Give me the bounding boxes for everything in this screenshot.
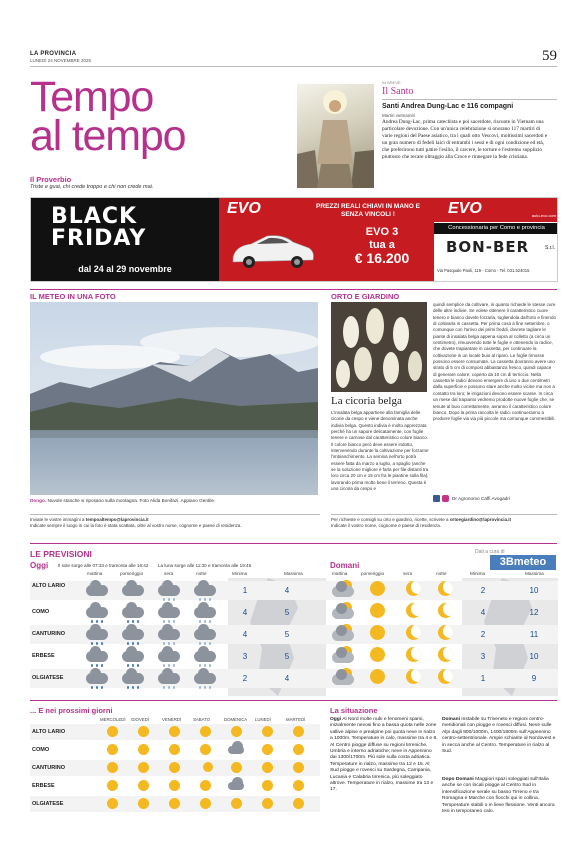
day-header-0: MERCOLEDÌ	[100, 717, 126, 722]
facebook-icon[interactable]	[433, 495, 440, 502]
prossimi-row-label: OLGIATESE	[32, 801, 64, 807]
min-temp: 1	[242, 586, 248, 595]
max-temp: 11	[529, 630, 539, 639]
moon-icon	[438, 581, 453, 596]
prossimi-row-label: COMO	[32, 747, 50, 753]
prossimi-divider	[30, 700, 557, 701]
sun-icon	[200, 726, 211, 737]
rain-drop-icon	[204, 642, 206, 645]
publication-name: LA PROVINCIA	[30, 51, 77, 57]
photo-invite	[30, 517, 320, 529]
sun-icon	[231, 762, 242, 773]
orto-title: ORTO E GIARDINO	[331, 292, 400, 301]
sit-oggi-label: Oggi	[330, 717, 342, 722]
prossimi-grid	[30, 724, 320, 816]
rain-drop-icon	[173, 598, 175, 601]
lake-photo	[30, 302, 318, 495]
rain-cloud-icon	[158, 629, 180, 640]
max-temp: 5	[284, 630, 290, 639]
sun-icon	[293, 762, 304, 773]
santo-subtitle: Martiri vietnamiti	[382, 113, 415, 118]
rain-drop-icon	[91, 664, 93, 667]
sun-icon	[169, 744, 180, 755]
cloud-icon	[228, 746, 244, 754]
sun-icon	[169, 780, 180, 791]
sun-icon	[262, 780, 273, 791]
caption-text: Nuvole stanche si riposano sulla montagna. Foto Alida Bonifazi, Appiano Gentile.	[47, 498, 216, 503]
rain-cloud-icon	[194, 607, 216, 618]
santo-tag: IN BREVE	[382, 80, 401, 85]
max-temp: 12	[529, 608, 539, 617]
col-pomeriggio: pomeriggio	[361, 571, 385, 576]
rain-drop-icon	[204, 664, 206, 667]
rain-cloud-icon	[194, 673, 216, 684]
rain-drop-icon	[173, 664, 175, 667]
rain-drop-icon	[101, 642, 103, 645]
evo-price: € 16.200	[354, 250, 410, 266]
sun-icon	[293, 780, 304, 791]
evo-offer	[339, 226, 425, 265]
rain-drop-icon	[168, 664, 170, 667]
min-temp: 3	[480, 652, 486, 661]
sit-domani-text: Instabile su Triveneto e regioni centro-meridionali con piogge e rovesci diffusi. Neve sulle Alpi dagli 800/1000m, 1400/1800m sull'Appennino centro-settentrionale. Ampie schiarite al Nordovest e in secca anche al Centro. Temperature in rialzo al Sud.	[442, 717, 556, 755]
cloud-icon	[228, 782, 244, 790]
santo-image	[297, 84, 374, 188]
evo-url: auto-evo.com	[531, 213, 556, 218]
sun-icon	[370, 669, 385, 684]
section-divider	[30, 289, 557, 290]
evo-logo-right: EVO	[434, 198, 558, 222]
rain-drop-icon	[127, 686, 129, 689]
col-sera: sera	[403, 571, 413, 576]
rain-drop-icon	[209, 664, 211, 667]
caption-place: Dongo.	[30, 498, 47, 503]
max-temp: 10	[529, 586, 539, 595]
evo-model: EVO 3	[365, 226, 399, 238]
meteo-credit: Dati a cura di	[475, 549, 505, 555]
day-header-1: GIOVEDÌ	[131, 717, 149, 722]
bf-word-1: BLACK	[51, 204, 138, 229]
moon-icon	[438, 669, 453, 684]
photo-caption	[30, 498, 320, 503]
cicoria-text-col2: quindi semplice da coltivare, in quanto richiede le stesse cure delle altre indivie. Se volete ottenere il caratteristico cuore tenero e bianco dovete forzarla, togliendola dall'orto e finendo di coltivarla in cassetta. Per prima cosa a fine settembre, o comunque con l'arrivo dei primi freddi, dovrete tagliare le piante di insalata belga appena sopra al colletto (a circa un centimetro), rimuovendo tutte le foglie e ottenendo la radice, che dovete trapiantare in cassetta, per continuare la coltivazione in un locale buio al riparo. Le foglie rimosse possono essere consumate. La cassetta dovranno avere uno strato di 5 cm di compost abbastanza fresco, quindi capace di generare calore, coperto da 10 cm di terriccio. Nella cassetta le radici devono emergere di uno o due centimetri dalla superficie e possono stare anche molto vicine ma non a contatto tra loro; le irrigazioni devono essere scarse. In circa un mese dal trapianto vedremo prodotte nuove foglie che, se tenute al buio correttamente, avranno il caratteristico colore bianco. Dopo la prima raccolta le radici continueranno a produrre foglie via via più piccole ma comunque commestibili.	[433, 302, 556, 422]
cicoria-title: La cicoria belga	[331, 395, 402, 407]
rain-drop-icon	[101, 664, 103, 667]
rain-cloud-icon	[122, 673, 144, 684]
cloud-icon	[86, 585, 108, 596]
rain-drop-icon	[137, 620, 139, 623]
sun-info: Il sole sorge alle 07:33 e tramonta alle 16:42	[58, 563, 149, 568]
invite-text-2: Indicate sempre il luogo in cui la foto è stata scattata, oltre al vostro nome, cognome e paese di residenza.	[30, 523, 242, 528]
day-header-4: DOMENICA	[224, 717, 248, 722]
evo-promo-panel	[219, 198, 434, 282]
row-label-como: COMO	[32, 609, 50, 615]
dealer-line: Concessionaria per Como e provincia	[434, 223, 558, 234]
rain-drop-icon	[96, 664, 98, 667]
rain-drop-icon	[168, 598, 170, 601]
situazione-domani	[442, 717, 558, 755]
row-label-olgiatese: OLGIATESE	[32, 675, 64, 681]
oggi-label: Oggi	[30, 561, 49, 570]
dealer-logo: BON-BER	[446, 238, 530, 256]
sun-icon	[262, 762, 273, 773]
col-massima: Massima	[525, 571, 544, 576]
min-temp: 4	[242, 608, 248, 617]
rain-cloud-icon	[86, 673, 108, 684]
sit-oggi-text: Al Nord molte nubi e fenomeni sparsi, inizialmente nevosi fino a bassa quota nelle zone vallive alpine e prealpine poi quota neve in rialzo a 1000m. Temperature in calo, massime tra 4 e 8. Al Centro piogge diffuse su regioni tirreniche, Umbria e interno adriatiche; neve in Appennino dai 1300/1700m. Più sole sulla costa adriatica. Temperature in rialzo, massime tra 12 e 15. Al Sud piogge e rovesci su Sardegna, Campania, Lucania e Calabria tirrenica, più soleggiato altrove. Temperature in rialzo, massime tra 13 e 17.	[330, 717, 438, 793]
sun-icon	[138, 780, 149, 791]
partly-cloudy-icon	[332, 674, 354, 685]
evo-promo-text: PREZZI REALI CHIAVI IN MANO E SENZA VINCOLI !	[316, 203, 420, 218]
sun-icon	[293, 798, 304, 809]
min-temp: 3	[242, 652, 248, 661]
sun-icon	[200, 798, 211, 809]
col-massima: Massima	[284, 571, 303, 576]
dealer-srl: S.r.l.	[544, 245, 555, 251]
moon-icon	[406, 647, 421, 662]
partly-cloudy-icon	[332, 652, 354, 663]
col-pomeriggio: pomeriggio	[120, 571, 144, 576]
proverbio-title: Il Proverbio	[30, 175, 72, 184]
rain-drop-icon	[91, 620, 93, 623]
rain-drop-icon	[163, 620, 165, 623]
page-number: 59	[542, 48, 557, 64]
rain-drop-icon	[132, 664, 134, 667]
rain-drop-icon	[163, 642, 165, 645]
rain-drop-icon	[199, 620, 201, 623]
bf-word-2: FRIDAY	[51, 226, 147, 251]
day-header-2: VENERDÌ	[162, 717, 182, 722]
rain-drop-icon	[127, 664, 129, 667]
rain-drop-icon	[209, 642, 211, 645]
dealer-panel	[434, 198, 558, 282]
moon-icon	[438, 647, 453, 662]
sun-icon	[231, 798, 242, 809]
rain-drop-icon	[96, 620, 98, 623]
min-temp: 2	[480, 586, 486, 595]
max-temp: 4	[284, 586, 290, 595]
rain-drop-icon	[168, 686, 170, 689]
col-minima: Minima	[232, 571, 248, 576]
min-temp: 2	[480, 630, 486, 639]
sun-icon	[107, 780, 118, 791]
sun-icon	[262, 798, 273, 809]
sun-icon	[370, 625, 385, 640]
sun-icon	[169, 762, 180, 773]
sun-icon	[262, 726, 273, 737]
rain-drop-icon	[137, 686, 139, 689]
rain-drop-icon	[91, 686, 93, 689]
sun-icon	[169, 798, 180, 809]
rain-cloud-icon	[86, 607, 108, 618]
rain-drop-icon	[96, 642, 98, 645]
rain-cloud-icon	[194, 585, 216, 596]
col-notte: notte	[436, 571, 447, 576]
rain-drop-icon	[127, 642, 129, 645]
rain-cloud-icon	[158, 607, 180, 618]
invite-text: Inviate le vostre immagini a	[30, 517, 86, 522]
min-temp: 1	[480, 674, 486, 683]
rain-drop-icon	[204, 686, 206, 689]
col-notte: notte	[196, 571, 207, 576]
sun-icon	[107, 744, 118, 755]
rain-drop-icon	[209, 598, 211, 601]
rain-cloud-icon	[86, 629, 108, 640]
day-header-5: LUNEDÌ	[255, 717, 271, 722]
title-line-2: al tempo	[30, 112, 186, 160]
3bmeteo-logo: 3Bmeteo	[490, 555, 556, 570]
sun-icon	[262, 744, 273, 755]
orto-email-link[interactable]: ortoegiardino@laprovincia.it	[449, 517, 511, 522]
rain-cloud-icon	[194, 651, 216, 662]
cloud-icon	[122, 585, 144, 596]
max-temp: 5	[284, 608, 290, 617]
header-divider	[30, 66, 557, 67]
cicoria-image	[331, 302, 427, 392]
moon-icon	[406, 603, 421, 618]
moon-icon	[438, 625, 453, 640]
dealer-address: Via Pasquale Paoli, 119 - Como - Tel. 031.524015	[437, 268, 530, 273]
sun-icon	[370, 647, 385, 662]
santo-body: Andrea Dung-Lac, prima catechista e poi sacerdote, riscuote in Vietnam una particolare devozione. Con un'unica celebrazione si onorano 117 martiri di varie regioni del Paese asiatico, tra i quali otto Vescovi, moltissimi sacerdoti e un gran numero di fedeli laici di entrambi i sessi e di ogni condizione ed età, che preferirono tutti patire l'esilio, il carcere, le torture e l'estremo supplizio piuttosto che recare oltraggio alla Croce e rinnegare la fede cristiana.	[382, 119, 548, 160]
orto-invite-text-2: Indicate il vostro nome, cognome e paese di residenza.	[331, 523, 442, 528]
sun-icon	[370, 603, 385, 618]
min-temp: 2	[242, 674, 248, 683]
santo-headline: Santi Andrea Dung-Lac e 116 compagni	[382, 103, 514, 110]
rain-drop-icon	[163, 686, 165, 689]
rain-cloud-icon	[158, 673, 180, 684]
previsioni-title: LE PREVISIONI	[30, 549, 92, 559]
prossimi-row-label: CANTURINO	[32, 765, 65, 771]
rain-drop-icon	[163, 664, 165, 667]
santo-section-title: Il Santo	[382, 86, 414, 97]
sun-icon	[138, 798, 149, 809]
min-temp: 4	[242, 630, 248, 639]
partly-cloudy-icon	[332, 608, 354, 619]
orto-invite-text: Per richieste e consigli su orto e giardino, ricette, scrivete a	[331, 517, 450, 522]
cicoria-text-col1: L'insalata belga appartiene alla famiglia delle cicorie da cespo e viene denominata anche indivia belga. Questo indivia è molto apprezzata perché ha un sapore delicatamente, con foglie tenere e carnose dal caratteristico colore bianco. Il colore bianco però deve essere indotto, intervenendo durante la coltivazione per forzarne l'imbianchimento. La semina nell'orto potrà essere fatta da marzo a luglio, a spaglio (anche se la soluzione migliore è farla per file distanti tra loro circa 20 cm e 15 cm fra le piantine sulla fila), lavorando prima molto bene il terreno. Questa è una cicoria da cespo e	[331, 410, 429, 492]
rain-drop-icon	[132, 686, 134, 689]
col-sera: sera	[164, 571, 174, 576]
black-friday-panel	[31, 198, 219, 282]
rain-drop-icon	[132, 620, 134, 623]
sit-dopo-text: Maggiori spazi soleggiati sull'Italia anche se con locali piogge al Centro Sud in intensificazione serale su basso Tirreno e tra Romagna e Marche con fiocchi qui in collina. Temperature stabili o in lieve flessione. Venti ancora tesi in temporaneo calo.	[442, 777, 555, 815]
meteo-foto-title: IL METEO IN UNA FOTO	[30, 292, 116, 301]
row-label-canturino: CANTURINO	[32, 631, 65, 637]
partly-cloudy-icon	[332, 586, 354, 597]
previsioni-divider	[30, 543, 557, 544]
day-header-6: MARTEDÌ	[286, 717, 306, 722]
caption-divider	[30, 514, 320, 515]
sun-icon	[370, 581, 385, 596]
title-line-1: Tempo	[30, 73, 154, 121]
rain-cloud-icon	[122, 651, 144, 662]
santo-divider	[382, 99, 557, 100]
rain-drop-icon	[132, 642, 134, 645]
sun-icon	[293, 726, 304, 737]
rain-drop-icon	[199, 642, 201, 645]
publication-date: LUNEDÌ 24 NOVEMBRE 2025	[30, 58, 92, 63]
rain-drop-icon	[101, 686, 103, 689]
rain-drop-icon	[168, 620, 170, 623]
sun-icon	[203, 762, 213, 772]
domani-label: Domani	[330, 561, 360, 570]
orto-divider	[331, 514, 557, 515]
sun-icon	[169, 726, 180, 737]
moon-icon	[406, 669, 421, 684]
evo-tua: tua a	[369, 239, 395, 251]
rain-drop-icon	[127, 620, 129, 623]
instagram-icon[interactable]	[442, 495, 449, 502]
situazione-dopo	[442, 777, 558, 815]
max-temp: 5	[284, 652, 290, 661]
row-label-erbese: ERBESE	[32, 653, 55, 659]
rain-cloud-icon	[122, 629, 144, 640]
sun-icon	[200, 744, 211, 755]
row-label-alto-lario: ALTO LARIO	[32, 583, 66, 589]
sun-icon	[138, 726, 149, 737]
moon-icon	[406, 625, 421, 640]
prossimi-title: ... E nei prossimi giorni	[30, 706, 113, 715]
rain-drop-icon	[91, 642, 93, 645]
col-mattina: mattina	[87, 571, 103, 576]
orto-author: Dr Agronomo Caffi Avogadri	[452, 496, 510, 501]
page-title	[30, 73, 186, 160]
rain-drop-icon	[137, 642, 139, 645]
rain-drop-icon	[173, 686, 175, 689]
col-mattina: mattina	[332, 571, 348, 576]
rain-cloud-icon	[158, 651, 180, 662]
situazione-oggi	[330, 717, 438, 794]
situazione-title: La situazione	[330, 706, 378, 715]
car-image	[227, 228, 317, 272]
rain-cloud-icon	[158, 585, 180, 596]
moon-icon	[438, 603, 453, 618]
prossimi-row-label: ERBESE	[32, 783, 55, 789]
max-temp: 9	[531, 674, 537, 683]
max-temp: 10	[529, 652, 539, 661]
rain-cloud-icon	[194, 629, 216, 640]
rain-drop-icon	[204, 620, 206, 623]
proverbio-text: Triste e guai, chi crede troppo e chi non crede mai.	[30, 184, 154, 190]
partly-cloudy-icon	[332, 630, 354, 641]
prossimi-row-label: ALTO LARIO	[32, 729, 66, 735]
oggi-grid	[82, 578, 322, 698]
orto-invite	[331, 517, 557, 529]
evo-logo: EVO	[227, 200, 261, 217]
bf-dates: dal 24 al 29 novembre	[78, 264, 172, 274]
rain-drop-icon	[199, 664, 201, 667]
rain-cloud-icon	[122, 607, 144, 618]
sit-dopo-label: Dopo Domani	[442, 777, 474, 782]
moon-icon	[406, 581, 421, 596]
moon-info: La luna sorge alle 11:30 e tramonta alle 19:46	[158, 563, 252, 568]
rain-drop-icon	[101, 620, 103, 623]
rain-drop-icon	[96, 686, 98, 689]
min-temp: 4	[480, 608, 486, 617]
col-minima: Minima	[470, 571, 486, 576]
rain-drop-icon	[163, 598, 165, 601]
rain-drop-icon	[137, 664, 139, 667]
domani-grid	[330, 578, 560, 698]
sun-icon	[293, 744, 304, 755]
rain-drop-icon	[199, 686, 201, 689]
rain-drop-icon	[173, 642, 175, 645]
day-header-3: SABATO	[193, 717, 211, 722]
rain-drop-icon	[209, 620, 211, 623]
sit-domani-label: Domani	[442, 717, 460, 722]
rain-drop-icon	[209, 686, 211, 689]
max-temp: 4	[284, 674, 290, 683]
sun-icon	[107, 762, 118, 773]
sun-icon	[138, 744, 149, 755]
sun-icon	[231, 726, 242, 737]
sun-icon	[107, 798, 118, 809]
invite-email-link[interactable]: tempoaltempo@laprovincia.it	[85, 517, 149, 522]
advertisement[interactable]	[30, 197, 558, 282]
black-friday-logo	[51, 206, 146, 250]
sun-icon	[138, 762, 149, 773]
sun-icon	[200, 780, 211, 791]
rain-cloud-icon	[86, 651, 108, 662]
rain-drop-icon	[204, 598, 206, 601]
rain-drop-icon	[199, 598, 201, 601]
sun-icon	[107, 726, 118, 737]
rain-drop-icon	[173, 620, 175, 623]
rain-drop-icon	[168, 642, 170, 645]
